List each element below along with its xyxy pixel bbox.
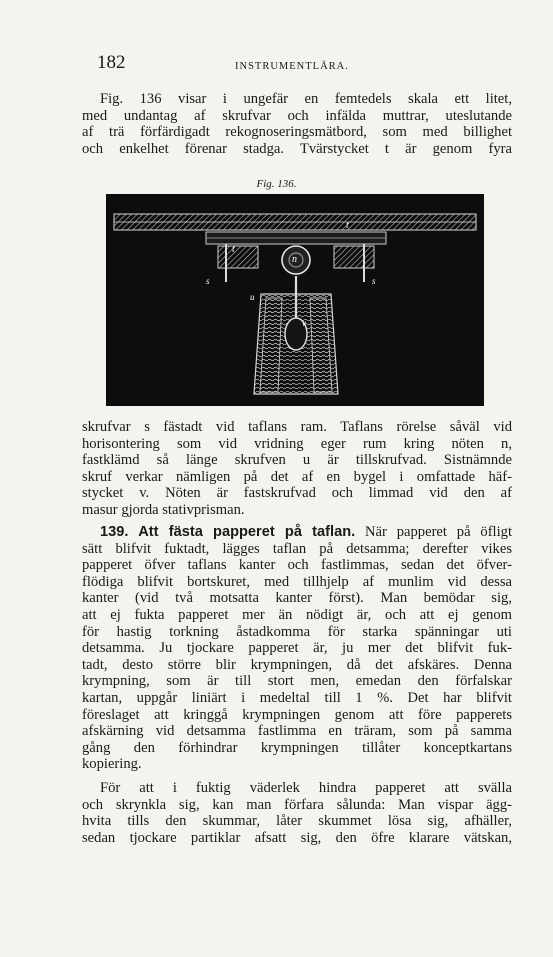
figure-136-plane-table	[106, 194, 484, 406]
text-line: sedan tjockare partiklar afsatt sig, den öfre klarare vätskan,	[82, 829, 512, 846]
text-line: För att i fuktig väderlek hindra papperet att svälla	[100, 780, 512, 796]
text-line: och skrynkla sig, kan man förfara sålunda: Man vispar ägg-	[82, 796, 512, 813]
text-line: af trä förfärdigadt rekognoseringsmätbord, som med billighet	[82, 124, 512, 141]
text-line: gång den förhindrar krympningen tillåter konceptkartans	[82, 739, 512, 756]
paragraph-fig136-description	[82, 419, 512, 519]
text-line: och enkelhet förenar stadga. Tvärstycket t är genom fyra	[82, 140, 512, 157]
text-line: stycket v. Nöten är fastskrufvad och limmad vid den af	[82, 485, 512, 502]
figure-caption: Fig. 136.	[256, 178, 297, 190]
plane-table-illustration	[106, 194, 484, 406]
text-line: Fig. 136 visar i ungefär en femtedels skala ett litet,	[100, 91, 512, 107]
section-139	[82, 524, 512, 773]
label-u: u	[250, 292, 255, 302]
section-number: 139.	[100, 524, 129, 540]
text-line: papperet öfver taflans kanter och fastlimmas, sedan det öfver-	[82, 557, 512, 574]
label-v: v	[302, 318, 306, 328]
paragraph-fig136-intro	[82, 91, 512, 157]
text-line: att ej fukta papperet mer än nödigt är, och att ej genom	[82, 606, 512, 623]
label-s: s	[372, 276, 376, 286]
text-line: afskärning vid detsamma fastlimma en träram, som på samma	[82, 723, 512, 740]
text-line: föreslaget att kringgå krympningen genom att före papperets	[82, 706, 512, 723]
section-heading-line	[82, 524, 512, 541]
text-line: flödiga blifvit bortskuret, med tillhjelp af munlim vid dessa	[82, 573, 512, 590]
text-line: masur gjorda stativprisman.	[82, 501, 245, 518]
paragraph-humidity	[82, 780, 512, 846]
page-number: 182	[97, 52, 126, 73]
text-line: horisontering som vid vridning eger rum kring nöten n,	[82, 435, 512, 452]
text-line: hvita tills den skummar, låter skummet lösa sig, afhäller,	[82, 813, 512, 830]
text-line: tadt, desto större blir krympningen, då det afskäres. Denna	[82, 656, 512, 673]
text-line: för hastig torkning åstadkomma för starka spänningar uti	[82, 623, 512, 640]
label-n: n	[292, 254, 297, 265]
text-line: sätt blifvit fuktadt, lägges taflan på detsamma; derefter vikes	[82, 540, 512, 557]
section-title: Att fästa papperet på taflan.	[138, 524, 356, 540]
running-head: INSTRUMENTLÄRA.	[235, 61, 349, 72]
text-line: kartan, uppgår liniärt i medeltal till 1 %. Det har blifvit	[82, 689, 512, 706]
text-line: detsamma. Ju tjockare papperet är, ju mer det blifvit fuk-	[82, 640, 512, 657]
text-line: skruf verkar nämligen på det af en bygel i omfattade häf-	[82, 468, 512, 485]
text-line: kanter (vid två motsatta kanter först). Man bemödar sig,	[82, 590, 512, 607]
label-s: s	[206, 276, 210, 286]
text-line: med undantag af skrufvar och infälda muttrar, uteslutande	[82, 107, 512, 124]
text-line: skrufvar s fästadt vid taflans ram. Taflans rörelse såväl vid	[82, 419, 512, 435]
text-fragment: När papperet på öfligt	[365, 524, 513, 540]
text-line: krympning, som är till stort men, emedan den förfalskar	[82, 673, 512, 690]
label-t: t	[346, 220, 349, 231]
text-line: kopiering.	[82, 756, 142, 773]
text-line: fastklämd så länge skrufven u är tillskrufvad. Sistnämnde	[82, 452, 512, 469]
page-header	[97, 52, 512, 76]
label-t: t	[232, 244, 235, 255]
